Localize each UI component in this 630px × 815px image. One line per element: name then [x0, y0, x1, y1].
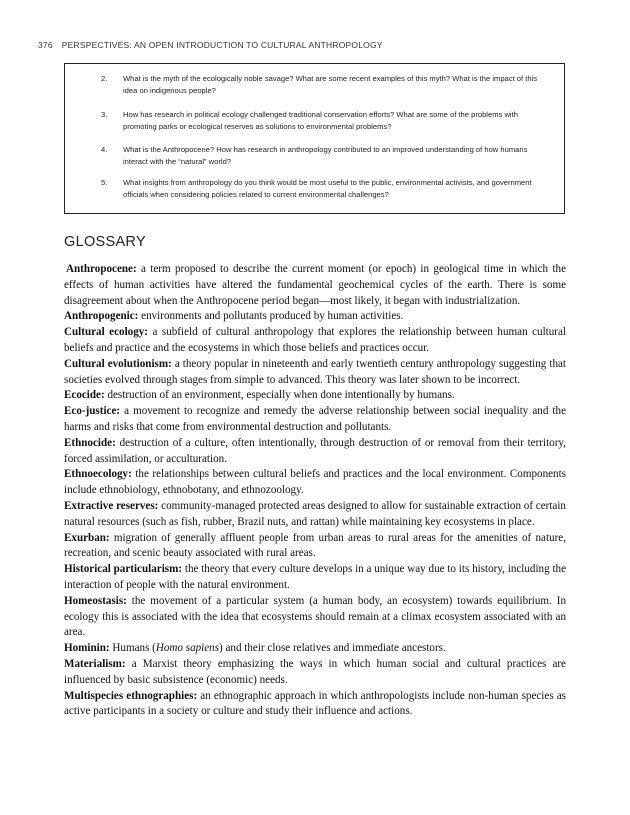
- glossary-term: Cultural evolutionism:: [64, 357, 172, 370]
- glossary-entry: [64, 388, 566, 404]
- scientific-name: Homo sapiens: [155, 642, 220, 655]
- glossary-definition: an ethnographic approach in which anthropologists include non-human species as active participants in a society or culture and study their influence and actions.: [64, 689, 566, 718]
- question-item: [101, 177, 541, 201]
- glossary-entries: [64, 262, 566, 720]
- glossary-entry: [64, 404, 566, 436]
- glossary-entry: [64, 657, 566, 689]
- glossary-entry: [64, 436, 566, 468]
- glossary-term: Multispecies ethnographies:: [64, 689, 198, 702]
- glossary-term: Hominin:: [64, 642, 110, 655]
- glossary-definition: destruction of an environment, especially when done intentionally by humans.: [107, 389, 455, 402]
- glossary-term: Ethnoecology:: [64, 468, 132, 481]
- glossary-heading: GLOSSARY: [64, 234, 146, 250]
- glossary-definition: a theory popular in nineteenth and early twentieth century anthropology suggesting that societies evolved through stages from simple to advanced. This theory was later shown to be incorrect.: [64, 357, 566, 386]
- glossary-term: Exurban:: [64, 531, 110, 544]
- glossary-entry: [64, 325, 566, 357]
- question-item: [101, 109, 541, 133]
- glossary-entry: [64, 641, 566, 657]
- glossary-term: Ecocide:: [64, 389, 105, 402]
- question-item: [101, 144, 541, 168]
- glossary-entry: [64, 357, 566, 389]
- glossary-entry: [64, 562, 566, 594]
- page-number: 376: [38, 40, 53, 50]
- glossary-entry: [64, 467, 566, 499]
- glossary-term: Extractive reserves:: [64, 499, 159, 512]
- running-title: PERSPECTIVES: AN OPEN INTRODUCTION TO CULTURAL ANTHROPOLOGY: [61, 40, 383, 50]
- glossary-definition: destruction of a culture, often intentionally, through destruction of or removal from their territory, forced assimilation, or acculturation.: [64, 436, 566, 465]
- glossary-entry: [64, 531, 566, 563]
- glossary-entry: [64, 594, 566, 641]
- glossary-entry: [64, 262, 566, 309]
- question-text: How has research in political ecology challenged traditional conservation efforts? What are some of the problems with promoting parks or ecological reserves as solutions to environmental problems?: [123, 110, 518, 131]
- question-number: 2.: [101, 74, 108, 83]
- glossary-definition: environments and pollutants produced by human activities.: [141, 310, 404, 323]
- glossary-term: Materialism:: [64, 657, 126, 670]
- glossary-term: Cultural ecology:: [64, 326, 148, 339]
- review-questions-box: [64, 63, 565, 214]
- glossary-term: Anthropogenic:: [64, 310, 139, 323]
- glossary-definition: a term proposed to describe the current moment (or epoch) in geological time in which the effects of human activities have altered the fundamental geochemical cycles of the earth. There is some disagreement about when the Anthropocene period began—most likely, it began with industrialization.: [64, 263, 567, 307]
- glossary-definition: a movement to recognize and remedy the adverse relationship between social inequality and the harms and risks that come from environmental destruction and pollutants.: [64, 405, 566, 433]
- glossary-definition: community-managed protected areas designed to allow for sustainable extraction of certain natural resources (such as fish, rubber, Brazil nuts, and rattan) while maintaining key ecosystems in place.: [64, 499, 566, 528]
- question-number: 3.: [101, 110, 108, 119]
- glossary-term: Eco-justice:: [64, 405, 121, 418]
- glossary-definition: a subfield of cultural anthropology that explores the relationship between human cultural beliefs and practice and the ecosystems in which those beliefs and practices occur.: [64, 326, 566, 354]
- glossary-definition-part: ) and their close relatives and immediate ancestors.: [219, 642, 446, 655]
- glossary-entry: [64, 689, 566, 721]
- glossary-term: Ethnocide:: [64, 436, 116, 449]
- question-item: [101, 73, 541, 97]
- question-text: What insights from anthropology do you think would be most useful to the public, environmental activists, and government officials when considering policies related to current environmental challenges?: [123, 178, 532, 199]
- glossary-definition: migration of generally affluent people from urban areas to rural areas for the amenities of nature, recreation, and scenic beauty associated with rural areas.: [64, 531, 566, 560]
- glossary-entry: [64, 309, 566, 325]
- question-number: 4.: [101, 145, 108, 154]
- glossary-term: Anthropocene:: [66, 263, 137, 275]
- glossary-definition: the relationships between cultural beliefs and practices and the local environment. Components include ethnobiology, ethnobotany, and ethnozoology.: [64, 468, 566, 497]
- glossary-definition: the theory that every culture develops in a unique way due to its history, including the interaction of people with the natural environment.: [64, 563, 567, 591]
- running-header: [38, 40, 383, 50]
- question-number: 5.: [101, 178, 108, 187]
- glossary-definition-part: Humans (: [112, 642, 156, 655]
- glossary-definition: the movement of a particular system (a human body, an ecosystem) towards equilibrium. In ecology this is associated with the idea that ecosystems should remain at a climax ecosystem associated with an area.: [64, 594, 567, 639]
- glossary-definition: a Marxist theory emphasizing the ways in which human social and cultural practices are influenced by basic subsistence (economic) needs.: [64, 657, 566, 686]
- glossary-term: Homeostasis:: [64, 594, 127, 607]
- question-text: What is the myth of the ecologically noble savage? What are some recent examples of this myth? What is the impact of this idea on indigenous people?: [123, 74, 538, 95]
- glossary-entry: [64, 499, 566, 531]
- glossary-term: Historical particularism:: [64, 563, 183, 576]
- question-text: What is the Anthropocene? How has research in anthropology contributed to an improved understanding of how humans interact with the “natural” world?: [123, 145, 528, 166]
